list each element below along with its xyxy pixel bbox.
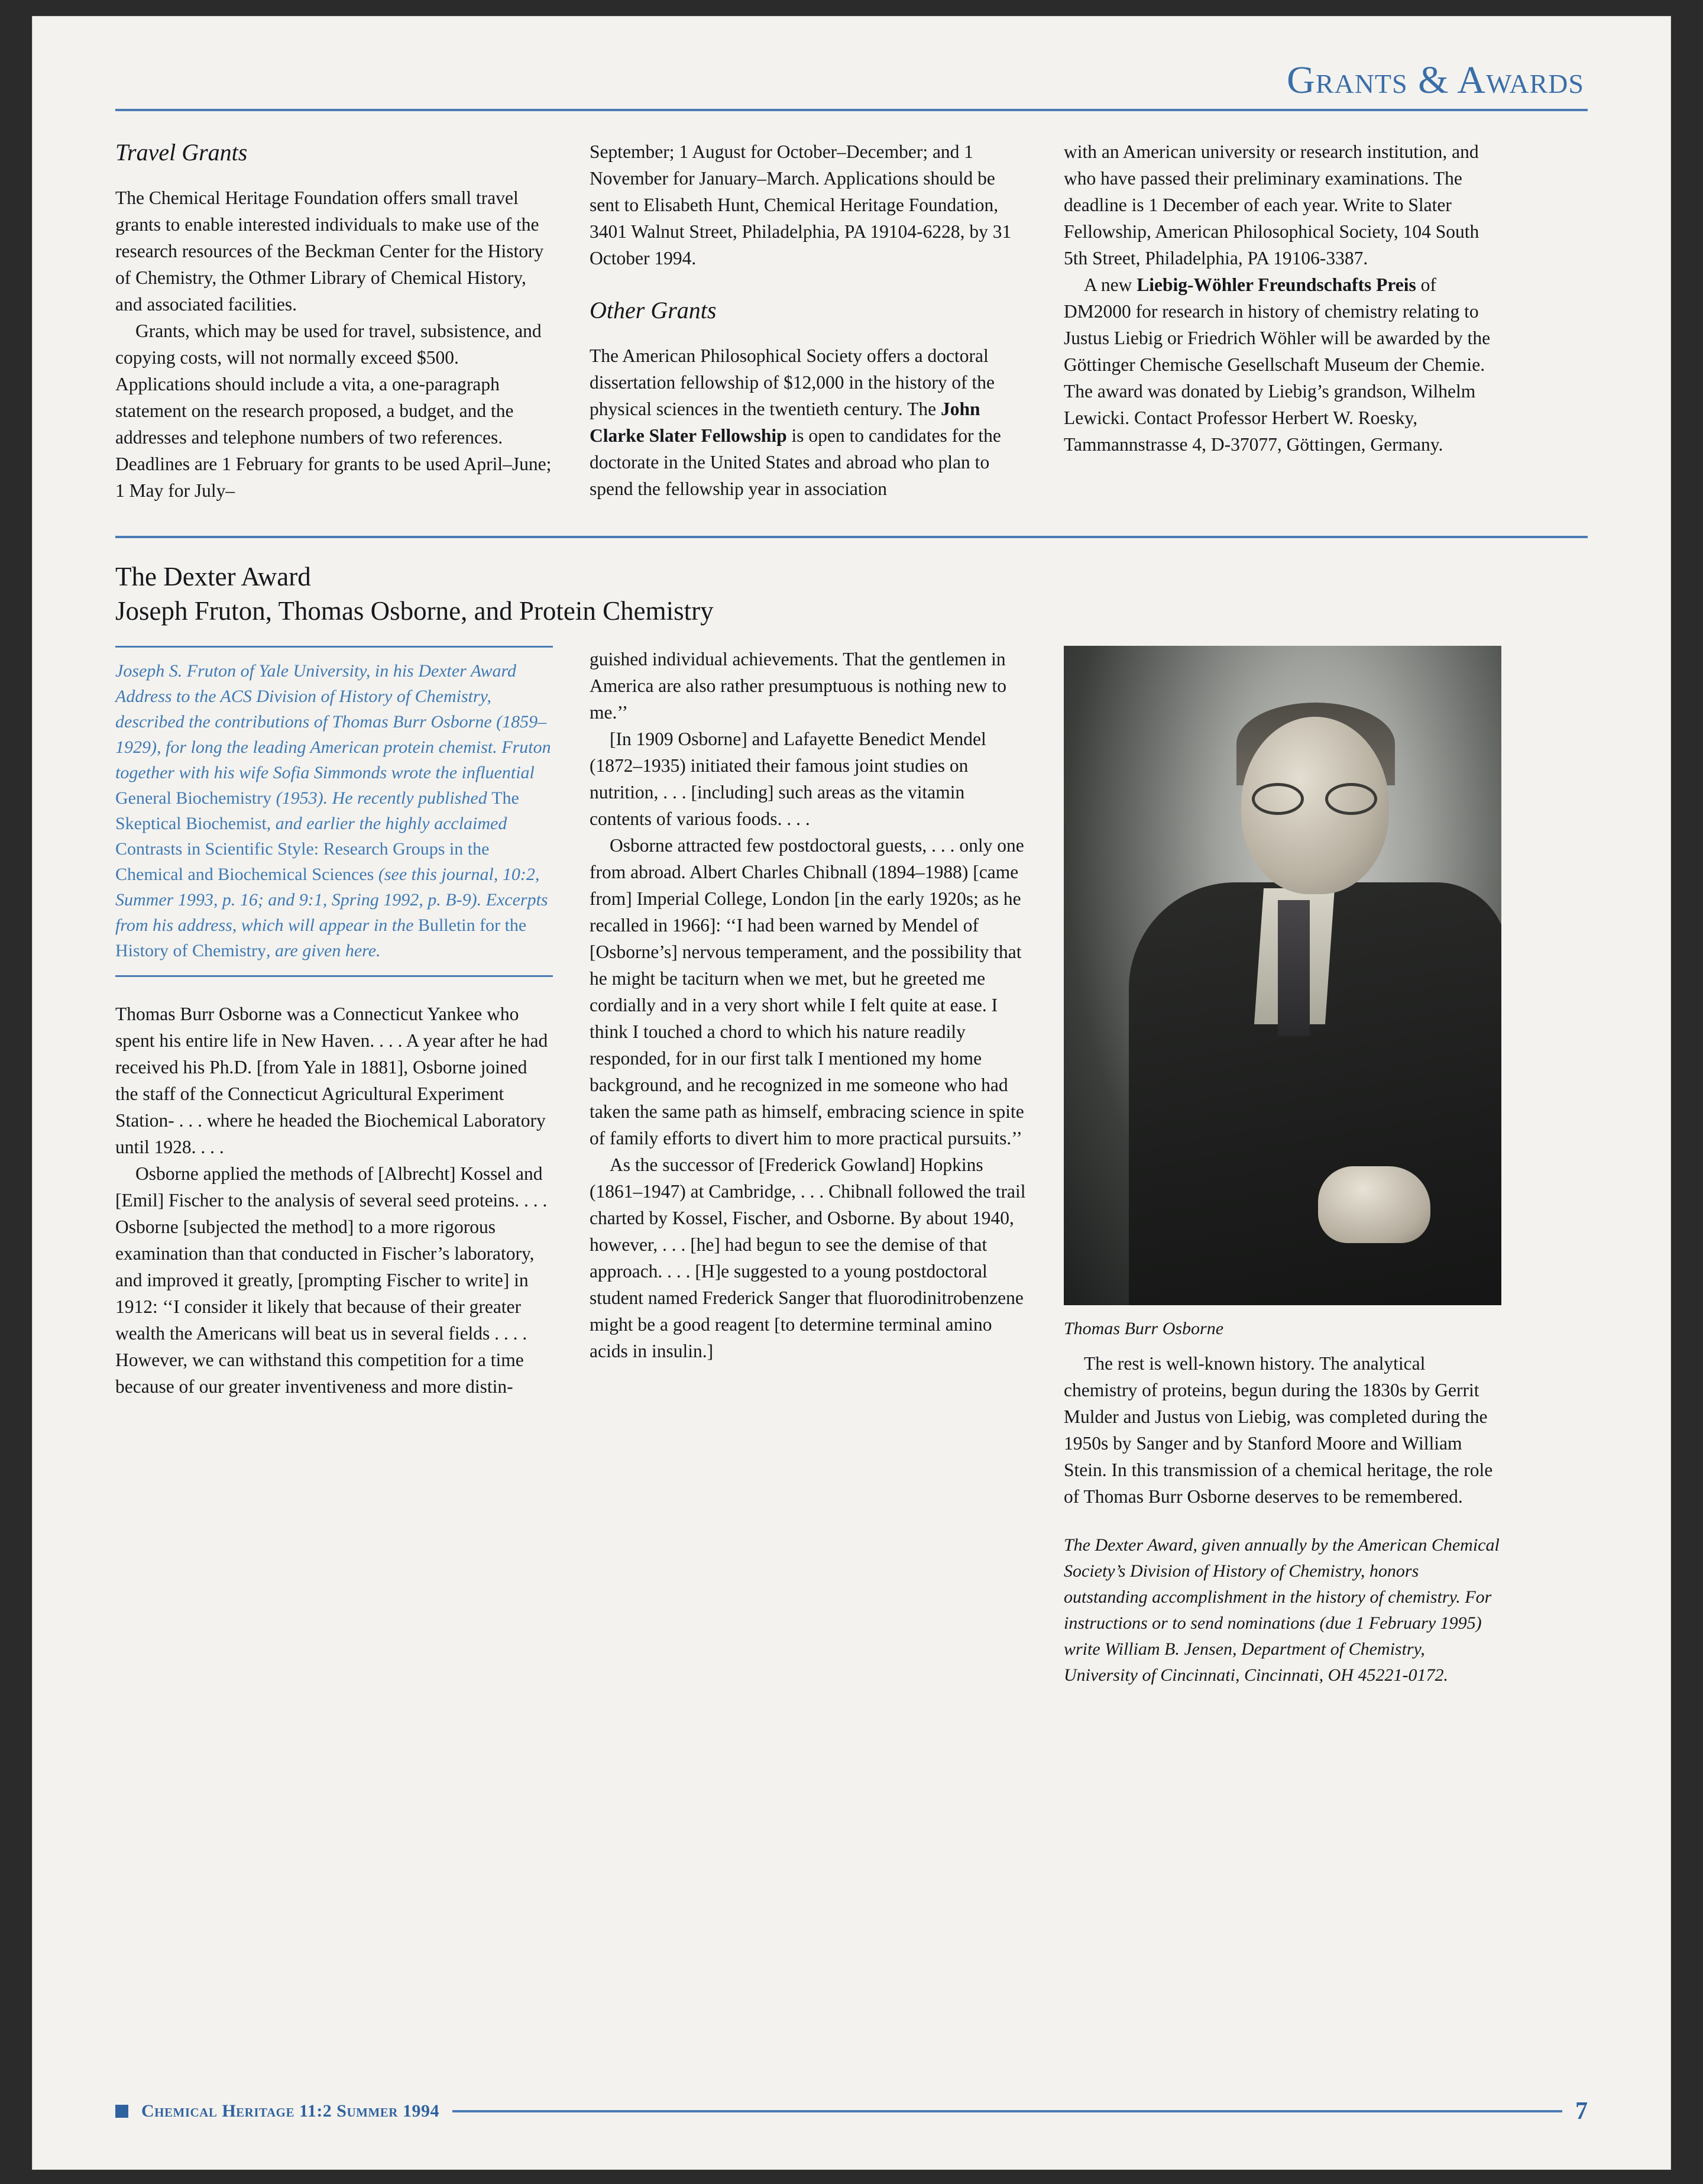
book-title-general-biochemistry: General Biochemistry bbox=[115, 788, 272, 808]
column-other-grants bbox=[590, 138, 1027, 504]
text-run: of DM2000 for research in history of chemistry relating to Justus Liebig or Friedrich Wöhler will be awarded by the Göttinger Chemische Gesellschaft Museum der Chemie. The award was donated by Liebig’s grandson, Wilhelm Lewicki. Contact Professor Herbert W. Roesky, Tammannstrasse 4, D-37077, Göttingen, Germany. bbox=[1064, 274, 1491, 455]
column-travel-grants bbox=[115, 138, 553, 504]
footer-rule bbox=[452, 2110, 1562, 2112]
feature-columns bbox=[115, 646, 1588, 1688]
feature-divider bbox=[115, 536, 1588, 538]
award-note: The Dexter Award, given annually by the American Chemical Society’s Division of History of Chemistry, honors outstanding accomplishment in the history of chemistry. For instructions or to send nominations (due 1 February 1995) write William B. Jensen, Department of Chemistry, University of Cincinnati, Cincinnati, OH 45221-0172. bbox=[1064, 1535, 1500, 1685]
feature-title-line2: Joseph Fruton, Thomas Osborne, and Protein Chemistry bbox=[115, 596, 714, 626]
journal-title-bulletin: Bulletin for the History of Chemistry bbox=[115, 915, 527, 960]
feature-body-1 bbox=[115, 1001, 553, 1400]
spacer bbox=[115, 977, 553, 1001]
section-title-travel-grants: Travel Grants bbox=[115, 139, 248, 166]
paragraph: The rest is well-known history. The analytical chemistry of proteins, begun during the 1830s by Gerrit Mulder and Justus von Liebig, was completed during the 1950s by Sanger and by Stanford Moore and William Stein. In this transmission of a chemical heritage, the role of Thomas Burr Osborne deserves to be remembered. bbox=[1064, 1353, 1493, 1507]
text-run: (1953). He recently published bbox=[271, 788, 492, 808]
paragraph bbox=[1064, 271, 1501, 458]
grants-columns bbox=[115, 138, 1588, 504]
section-title-other-grants: Other Grants bbox=[590, 297, 717, 323]
column-grants-continued bbox=[1064, 138, 1501, 504]
feature-column-1 bbox=[115, 646, 553, 1688]
page-title: Grants & Awards bbox=[1287, 59, 1584, 102]
feature-column-3 bbox=[1064, 646, 1501, 1688]
text-run: Joseph S. Fruton of Yale University, in his Dexter Award Address to the ACS Division of History of Chemistry, described the contributions of Thomas Burr Osborne (1859–1929), for long the leading American protein chemist. Fruton together with his wife Sofia Simmonds wrote the influential bbox=[115, 661, 551, 782]
paragraph: The Chemical Heritage Foundation offers small travel grants to enable interested individuals to make use of the research resources of the Beckman Center for the History of Chemistry, the Othmer Library of Chemical History, and associated facilities. bbox=[115, 187, 544, 315]
paragraph: with an American university or research institution, and who have passed their preliminary examinations. The deadline is 1 December of each year. Write to Slater Fellowship, American Philosophical Society, 104 South 5th Street, Philadelphia, PA 19106-3387. bbox=[1064, 141, 1479, 268]
paragraph: Osborne applied the methods of [Albrecht] Kossel and [Emil] Fischer to the analysis of several seed proteins. . . . Osborne [subjected the method] to a more rigorous examination than that conducted in Fischer’s laboratory, and improved it greatly, [prompting Fischer to write] in 1912: ‘‘I consider it likely that because of their greater wealth the Americans will beat us in several fields . . . . However, we can withstand this competition for a time because of our greater inventiveness and more distin- bbox=[115, 1163, 548, 1397]
text-run: , and earlier the highly acclaimed bbox=[266, 814, 507, 833]
square-bullet-icon bbox=[115, 2105, 128, 2118]
paragraph: Osborne attracted few postdoctoral guests, . . . only one from abroad. Albert Charles Chibnall (1894–1988) [came from] Imperial College, London [in the early 1920s; as he recalled in 1966]: ‘‘I had been warned by Mendel of [Osborne’s] nervous temperament, and the possibility that he might be taciturn when we met, but he greeted me cordially and in a very short while I felt quite at ease. I think I touched a chord to which his nature readily responded, for in our first talk I mentioned my home background, and he recognized in me someone who had taken the same path as himself, embracing science in spite of family efforts to divert him to more practical pursuits.’’ bbox=[590, 835, 1024, 1148]
book-title-skeptical-biochemist: The Skeptical Biochemist bbox=[115, 788, 519, 833]
photo-glasses bbox=[1252, 783, 1377, 809]
feature-body-2 bbox=[590, 646, 1027, 1364]
feature-body-3 bbox=[1064, 1350, 1501, 1510]
text-run: , are given here. bbox=[266, 941, 381, 960]
paragraph: As the successor of [Frederick Gowland] Hopkins (1861–1947) at Cambridge, . . . Chibnall followed the trail charted by Kossel, Fischer, and Osborne. By about 1940, however, . . . [he] had begun to see the demise of that approach. . . . [H]e suggested to a young postdoctoral student named Frederick Sanger that fluorodinitrobenzene might be a good reagent [to determine terminal amino acids in insulin.] bbox=[590, 1154, 1026, 1361]
standfirst bbox=[115, 646, 553, 977]
text-run: A new bbox=[1084, 274, 1137, 295]
feature-title-line1: The Dexter Award bbox=[115, 562, 311, 591]
header-rule bbox=[115, 109, 1588, 111]
paragraph bbox=[590, 342, 1027, 502]
page-footer bbox=[115, 2097, 1588, 2125]
paragraph: guished individual achievements. That the gentlemen in America are also rather presumptuous is nothing new to me.’’ bbox=[590, 649, 1007, 723]
page-content bbox=[115, 58, 1588, 2134]
photo-caption: Thomas Burr Osborne bbox=[1064, 1319, 1224, 1338]
feature-heading bbox=[115, 559, 1588, 628]
paragraph: September; 1 August for October–December; and 1 November for January–March. Applications should be sent to Elisabeth Hunt, Chemical Heritage Foundation, 3401 Walnut Street, Philadelphia, PA 19104-6228, by 31 October 1994. bbox=[590, 141, 1012, 268]
paragraph: [In 1909 Osborne] and Lafayette Benedict Mendel (1872–1935) initiated their famous joint studies on nutrition, . . . [including] such areas as the vitamin contents of various foods. . . . bbox=[590, 729, 986, 829]
paragraph: Grants, which may be used for travel, subsistence, and copying costs, will not normally exceed $500. Applications should include a vita, a one-paragraph statement on the research proposed, a budget, and the addresses and telephone numbers of two references. Deadlines are 1 February for grants to be used April–June; 1 May for July– bbox=[115, 321, 552, 501]
text-run: (see this journal, 10:2, Summer 1993, p. 16; and 9:1, Spring 1992, p. B-9). Excerpts from his address, which will appear in the bbox=[115, 865, 548, 935]
paragraph: Thomas Burr Osborne was a Connecticut Yankee who spent his entire life in New Haven. . . . A year after he had received his Ph.D. [from Yale in 1881], Osborne joined the staff of the Connecticut Agricultural Experiment Station- . . . where he headed the Biochemical Laboratory until 1928. . . . bbox=[115, 1004, 548, 1157]
magazine-page bbox=[33, 17, 1670, 2169]
book-title-contrasts: Contrasts in Scientific Style: Research Groups in the Chemical and Biochemical Sciences bbox=[115, 839, 490, 884]
page-number: 7 bbox=[1575, 2098, 1588, 2125]
text-run: The American Philosophical Society offers a doctoral dissertation fellowship of $12,000 in the history of the physical sciences in the twentieth century. The bbox=[590, 345, 995, 419]
prize-name: Liebig-Wöhler Freundschafts Preis bbox=[1137, 274, 1416, 295]
portrait-photo bbox=[1064, 646, 1501, 1305]
fellowship-name: John Clarke Slater Fellowship bbox=[590, 399, 980, 446]
photo-tie bbox=[1278, 900, 1310, 1036]
text-run: is open to candidates for the doctorate in the United States and abroad who plan to spend the fellowship year in association bbox=[590, 425, 1001, 499]
feature-column-2 bbox=[590, 646, 1027, 1688]
footer-issue-label: Chemical Heritage 11:2 Summer 1994 bbox=[141, 2101, 439, 2121]
photo-hand bbox=[1318, 1166, 1430, 1243]
